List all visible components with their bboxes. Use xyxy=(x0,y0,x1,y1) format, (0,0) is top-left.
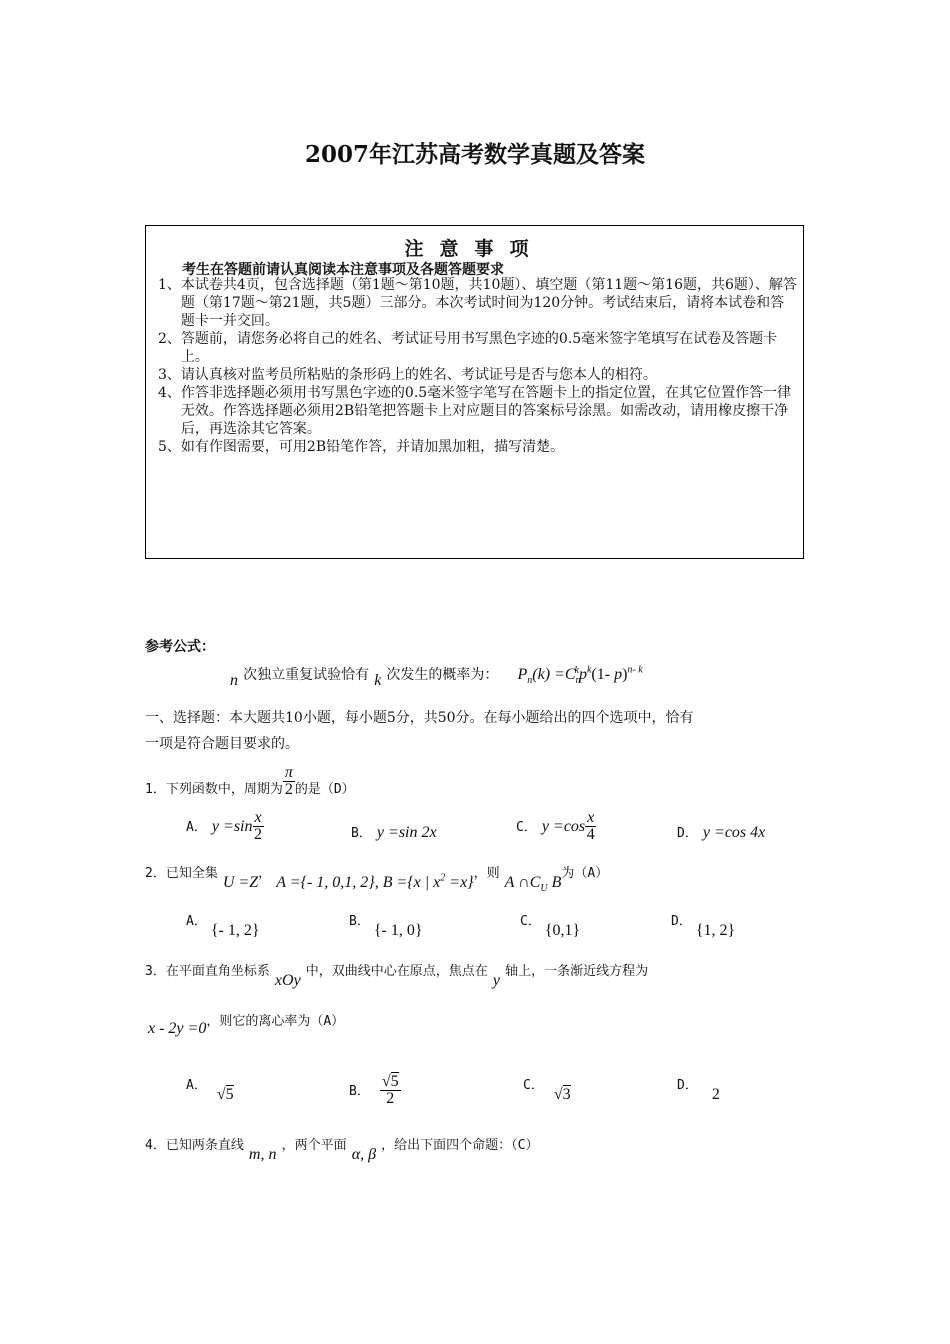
formula-heading: 参考公式： xyxy=(145,639,215,655)
section-intro-line2: 一项是符合题目要求的。 xyxy=(145,736,299,752)
question-1-stem: 1．下列函数中，周期为 $\frac{\pi}{2}$ 的是（D） xyxy=(145,764,355,798)
q3-option-d: D．2 xyxy=(677,1078,720,1103)
q3-option-b: B． $\frac{√5}{2}$ xyxy=(349,1073,399,1107)
q3-option-a: A．√5 xyxy=(186,1078,234,1103)
notice-box xyxy=(145,225,804,559)
question-3-stem-cont: x - 2y =0，则它的离心率为（A） xyxy=(148,1014,345,1037)
q1-option-d: D． y =cos 4x xyxy=(677,824,766,841)
notice-list xyxy=(158,276,798,456)
q3-option-c: C．√3 xyxy=(523,1078,571,1103)
q2-option-a: A．{- 1, 2} xyxy=(186,914,260,939)
q2-option-d: D．{1, 2} xyxy=(671,914,736,939)
binomial-formula: $P_n(k) =C_n^kp^k(1-$ p)$^{n- k}$ xyxy=(517,664,643,687)
notice-heading: 注意事项 xyxy=(404,238,545,260)
notice-subheading: 考生在答题前请认真阅读本注意事项及各题答题要求 xyxy=(182,262,504,278)
question-2-stem: 2．已知全集 U =Z， A ={- 1, 0,1, 2}, B ={x | $x^2 =x$}，则 A $\cap C_U$ B为（A） xyxy=(145,866,609,895)
notice-item: 1、 本试卷共4页，包含选择题（第1题～第10题，共10题）、填空题（第11题～第16题，共6题）、解答题（第17题～第21题，共5题）三部分。本次考试时间为120分钟。考试结束后，请将本试卷和答题卡一并交回。 xyxy=(158,277,797,329)
page-title: 2007年江苏高考数学真题及答案 xyxy=(304,141,645,168)
q1-option-c: C． y =cos $\frac{x}{4}$ xyxy=(516,809,595,843)
q1-option-b: B． y =sin 2x xyxy=(351,824,437,841)
question-3-stem: 3．在平面直角坐标系 xOy 中，双曲线中心在原点，焦点在 y 轴上，一条渐近线方程为 xyxy=(145,964,649,989)
q2-option-c: C．{0,1} xyxy=(520,914,581,939)
q2-option-b: B．{- 1, 0} xyxy=(349,914,423,939)
q1-option-a: A． y =sin $\frac{x}{2}$ xyxy=(186,809,263,843)
notice-item: 4、 作答非选择题必须用书写黑色字迹的0.5毫米签字笔写在答题卡上的指定位置，在其它位置作答一律无效。作答选择题必须用2B铅笔把答题卡上对应题目的答案标号涂黑。如需改动，请用橡皮擦干净后，再选涂其它答案。 xyxy=(158,385,792,437)
section-intro-line1: 一、选择题：本大题共10小题，每小题5分，共50分。在每小题给出的四个选项中，恰有 xyxy=(145,710,694,726)
notice-item: 3、 请认真核对监考员所粘贴的条形码上的姓名、考试证号是否与您本人的相符。 xyxy=(158,367,657,383)
notice-item: 2、 答题前，请您务必将自己的姓名、考试证号用书写黑色字迹的0.5毫米签字笔填写在试卷及答题卡上。 xyxy=(158,331,778,365)
formula-line: n 次独立重复试验恰有 k 次发生的概率为： $P_n(k) =C_n^kp^k(1-$ p)$^{n- k}$ xyxy=(230,664,643,689)
question-4-stem: 4．已知两条直线 m, n ，两个平面 α, β ，给出下面四个命题：（C） xyxy=(145,1138,539,1163)
notice-item: 5、 如有作图需要，可用2B铅笔作答，并请加黑加粗，描写清楚。 xyxy=(158,439,565,455)
